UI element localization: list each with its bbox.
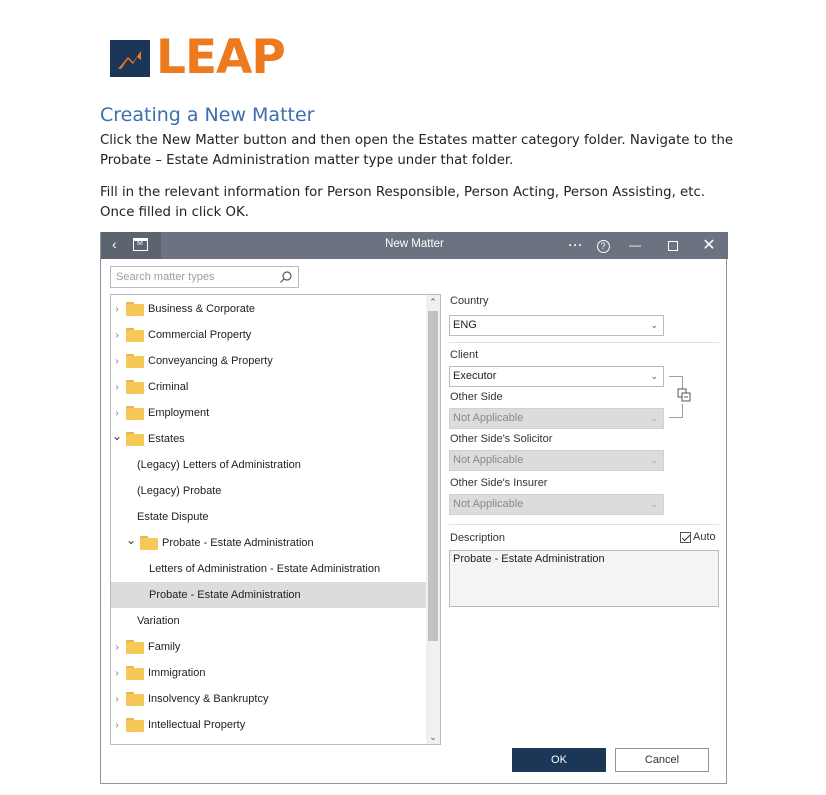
title-bar xyxy=(101,232,728,259)
page-heading: Creating a New Matter xyxy=(100,104,315,126)
folder-icon xyxy=(126,432,144,446)
auto-checkbox[interactable] xyxy=(680,531,716,543)
ok-button[interactable]: OK xyxy=(512,748,606,772)
matter-folder-label: M xyxy=(137,240,143,247)
tree-scrollbar[interactable] xyxy=(426,295,440,744)
tree-item-label: Letters of Administration - Estate Administration xyxy=(149,563,381,575)
country-select[interactable] xyxy=(449,315,664,336)
auto-label: Auto xyxy=(693,531,716,543)
matter-type-tree xyxy=(110,294,441,745)
client-label: Client xyxy=(450,349,479,361)
other-side-value: Not Applicable xyxy=(453,412,524,424)
tree-matter-type-item[interactable] xyxy=(111,556,427,582)
maximize-icon xyxy=(668,241,678,251)
search-input[interactable] xyxy=(111,267,276,287)
tree-folder-item[interactable] xyxy=(111,530,427,556)
chevron-down-icon: ⌄ xyxy=(650,413,658,423)
description-value: Probate - Estate Administration xyxy=(453,553,605,565)
tree-item-label: Criminal xyxy=(148,381,189,393)
other-side-select xyxy=(449,408,664,429)
tree-item-label: Estates xyxy=(148,433,185,445)
tree-folder-item[interactable] xyxy=(111,348,427,374)
tree-item-label: Employment xyxy=(148,407,210,419)
country-value: ENG xyxy=(453,319,477,331)
tree-folder-item[interactable] xyxy=(111,660,427,686)
tree-folder-item[interactable] xyxy=(111,426,427,452)
tree-item-label: Insolvency & Bankruptcy xyxy=(148,693,269,705)
tree-item-label: Business & Corporate xyxy=(148,303,255,315)
swap-link-icon[interactable] xyxy=(677,388,691,402)
checkbox-checked-icon[interactable] xyxy=(680,532,691,543)
divider xyxy=(449,342,719,343)
other-side-solicitor-select xyxy=(449,450,664,471)
chevron-right-icon[interactable]: › xyxy=(115,693,119,705)
close-button[interactable]: ✕ xyxy=(702,237,716,254)
tree-matter-type-item[interactable] xyxy=(111,608,427,634)
folder-icon xyxy=(126,328,144,342)
tree-folder-item[interactable] xyxy=(111,322,427,348)
tree-item-label: Family xyxy=(148,641,181,653)
description-label: Description xyxy=(450,532,506,544)
tree-matter-type-item[interactable] xyxy=(111,478,427,504)
other-side-solicitor-label: Other Side's Solicitor xyxy=(450,433,553,445)
other-side-insurer-label: Other Side's Insurer xyxy=(450,477,548,489)
divider xyxy=(449,524,719,525)
chevron-down-icon[interactable]: ⌄ xyxy=(125,533,137,547)
leap-logo xyxy=(110,30,285,85)
scroll-up-icon[interactable]: ⌃ xyxy=(429,297,437,307)
link-bracket-bottom xyxy=(669,404,683,418)
new-matter-dialog xyxy=(100,232,727,784)
tree-matter-type-item[interactable] xyxy=(111,582,427,608)
tree-folder-item[interactable] xyxy=(111,712,427,738)
logo-text: LEAP xyxy=(156,30,285,85)
folder-icon xyxy=(126,666,144,680)
folder-icon xyxy=(126,406,144,420)
window-title: New Matter xyxy=(385,238,444,250)
maximize-button[interactable] xyxy=(658,232,688,259)
help-button[interactable] xyxy=(588,232,618,259)
back-icon[interactable]: ‹ xyxy=(112,236,117,252)
instruction-paragraph-2: Fill in the relevant information for Person Responsible, Person Acting, Person Assisting, etc. Once filled in click OK. xyxy=(100,185,705,220)
tree-folder-item[interactable] xyxy=(111,296,427,322)
tree-item-label: Immigration xyxy=(148,667,206,679)
client-value: Executor xyxy=(453,370,497,382)
tree-item-label: Conveyancing & Property xyxy=(148,355,273,367)
search-box xyxy=(110,266,299,288)
folder-icon xyxy=(126,354,144,368)
chevron-right-icon[interactable]: › xyxy=(115,329,119,341)
folder-icon xyxy=(140,536,158,550)
tree-matter-type-item[interactable] xyxy=(111,504,427,530)
tree-item-label: Variation xyxy=(137,615,180,627)
folder-icon xyxy=(126,302,144,316)
chevron-right-icon[interactable]: › xyxy=(115,303,119,315)
tree-folder-item[interactable] xyxy=(111,634,427,660)
other-side-label: Other Side xyxy=(450,391,503,403)
scroll-down-icon[interactable]: ⌄ xyxy=(429,732,437,742)
help-icon: ? xyxy=(597,240,610,253)
tree-item-label: (Legacy) Letters of Administration xyxy=(137,459,301,471)
chevron-down-icon: ⌄ xyxy=(650,371,658,381)
country-label: Country xyxy=(450,295,489,307)
tree-item-label: Intellectual Property xyxy=(148,719,246,731)
instruction-paragraph-1: Click the New Matter button and then open the Estates matter category folder. Navigate to the Probate – Estate Administration matter type under that folder. xyxy=(100,133,734,168)
other-side-solicitor-value: Not Applicable xyxy=(453,454,524,466)
folder-icon xyxy=(126,718,144,732)
chevron-right-icon[interactable]: › xyxy=(115,641,119,653)
folder-icon xyxy=(126,640,144,654)
description-field[interactable] xyxy=(449,550,719,607)
leap-logo-icon xyxy=(110,40,150,77)
chevron-right-icon[interactable]: › xyxy=(115,719,119,731)
tree-folder-item[interactable] xyxy=(111,686,427,712)
tree-item-label: Commercial Property xyxy=(148,329,252,341)
folder-icon xyxy=(126,380,144,394)
chevron-right-icon[interactable]: › xyxy=(115,381,119,393)
scroll-thumb[interactable] xyxy=(428,311,438,641)
other-side-insurer-value: Not Applicable xyxy=(453,498,524,510)
tree-folder-item[interactable] xyxy=(111,400,427,426)
client-select[interactable] xyxy=(449,366,664,387)
chevron-down-icon[interactable]: ⌄ xyxy=(111,429,123,443)
chevron-right-icon[interactable]: › xyxy=(115,667,119,679)
folder-icon xyxy=(126,692,144,706)
chevron-down-icon: ⌄ xyxy=(650,499,658,509)
other-side-insurer-select xyxy=(449,494,664,515)
tree-item-label: (Legacy) Probate xyxy=(137,485,222,497)
tree-matter-type-item[interactable] xyxy=(111,452,427,478)
tree-item-label: Estate Dispute xyxy=(137,511,209,523)
cancel-button[interactable]: Cancel xyxy=(615,748,709,772)
tree-item-label: Probate - Estate Administration xyxy=(149,589,301,601)
tree-item-label: Probate - Estate Administration xyxy=(162,537,314,549)
search-icon[interactable] xyxy=(279,270,293,284)
minimize-button[interactable]: — xyxy=(629,238,641,252)
tree-folder-item[interactable] xyxy=(111,374,427,400)
chevron-down-icon: ⌄ xyxy=(650,455,658,465)
chevron-right-icon[interactable]: › xyxy=(115,407,119,419)
chevron-right-icon[interactable]: › xyxy=(115,355,119,367)
chevron-down-icon: ⌄ xyxy=(650,320,658,330)
more-options-button[interactable]: ··· xyxy=(568,238,584,252)
